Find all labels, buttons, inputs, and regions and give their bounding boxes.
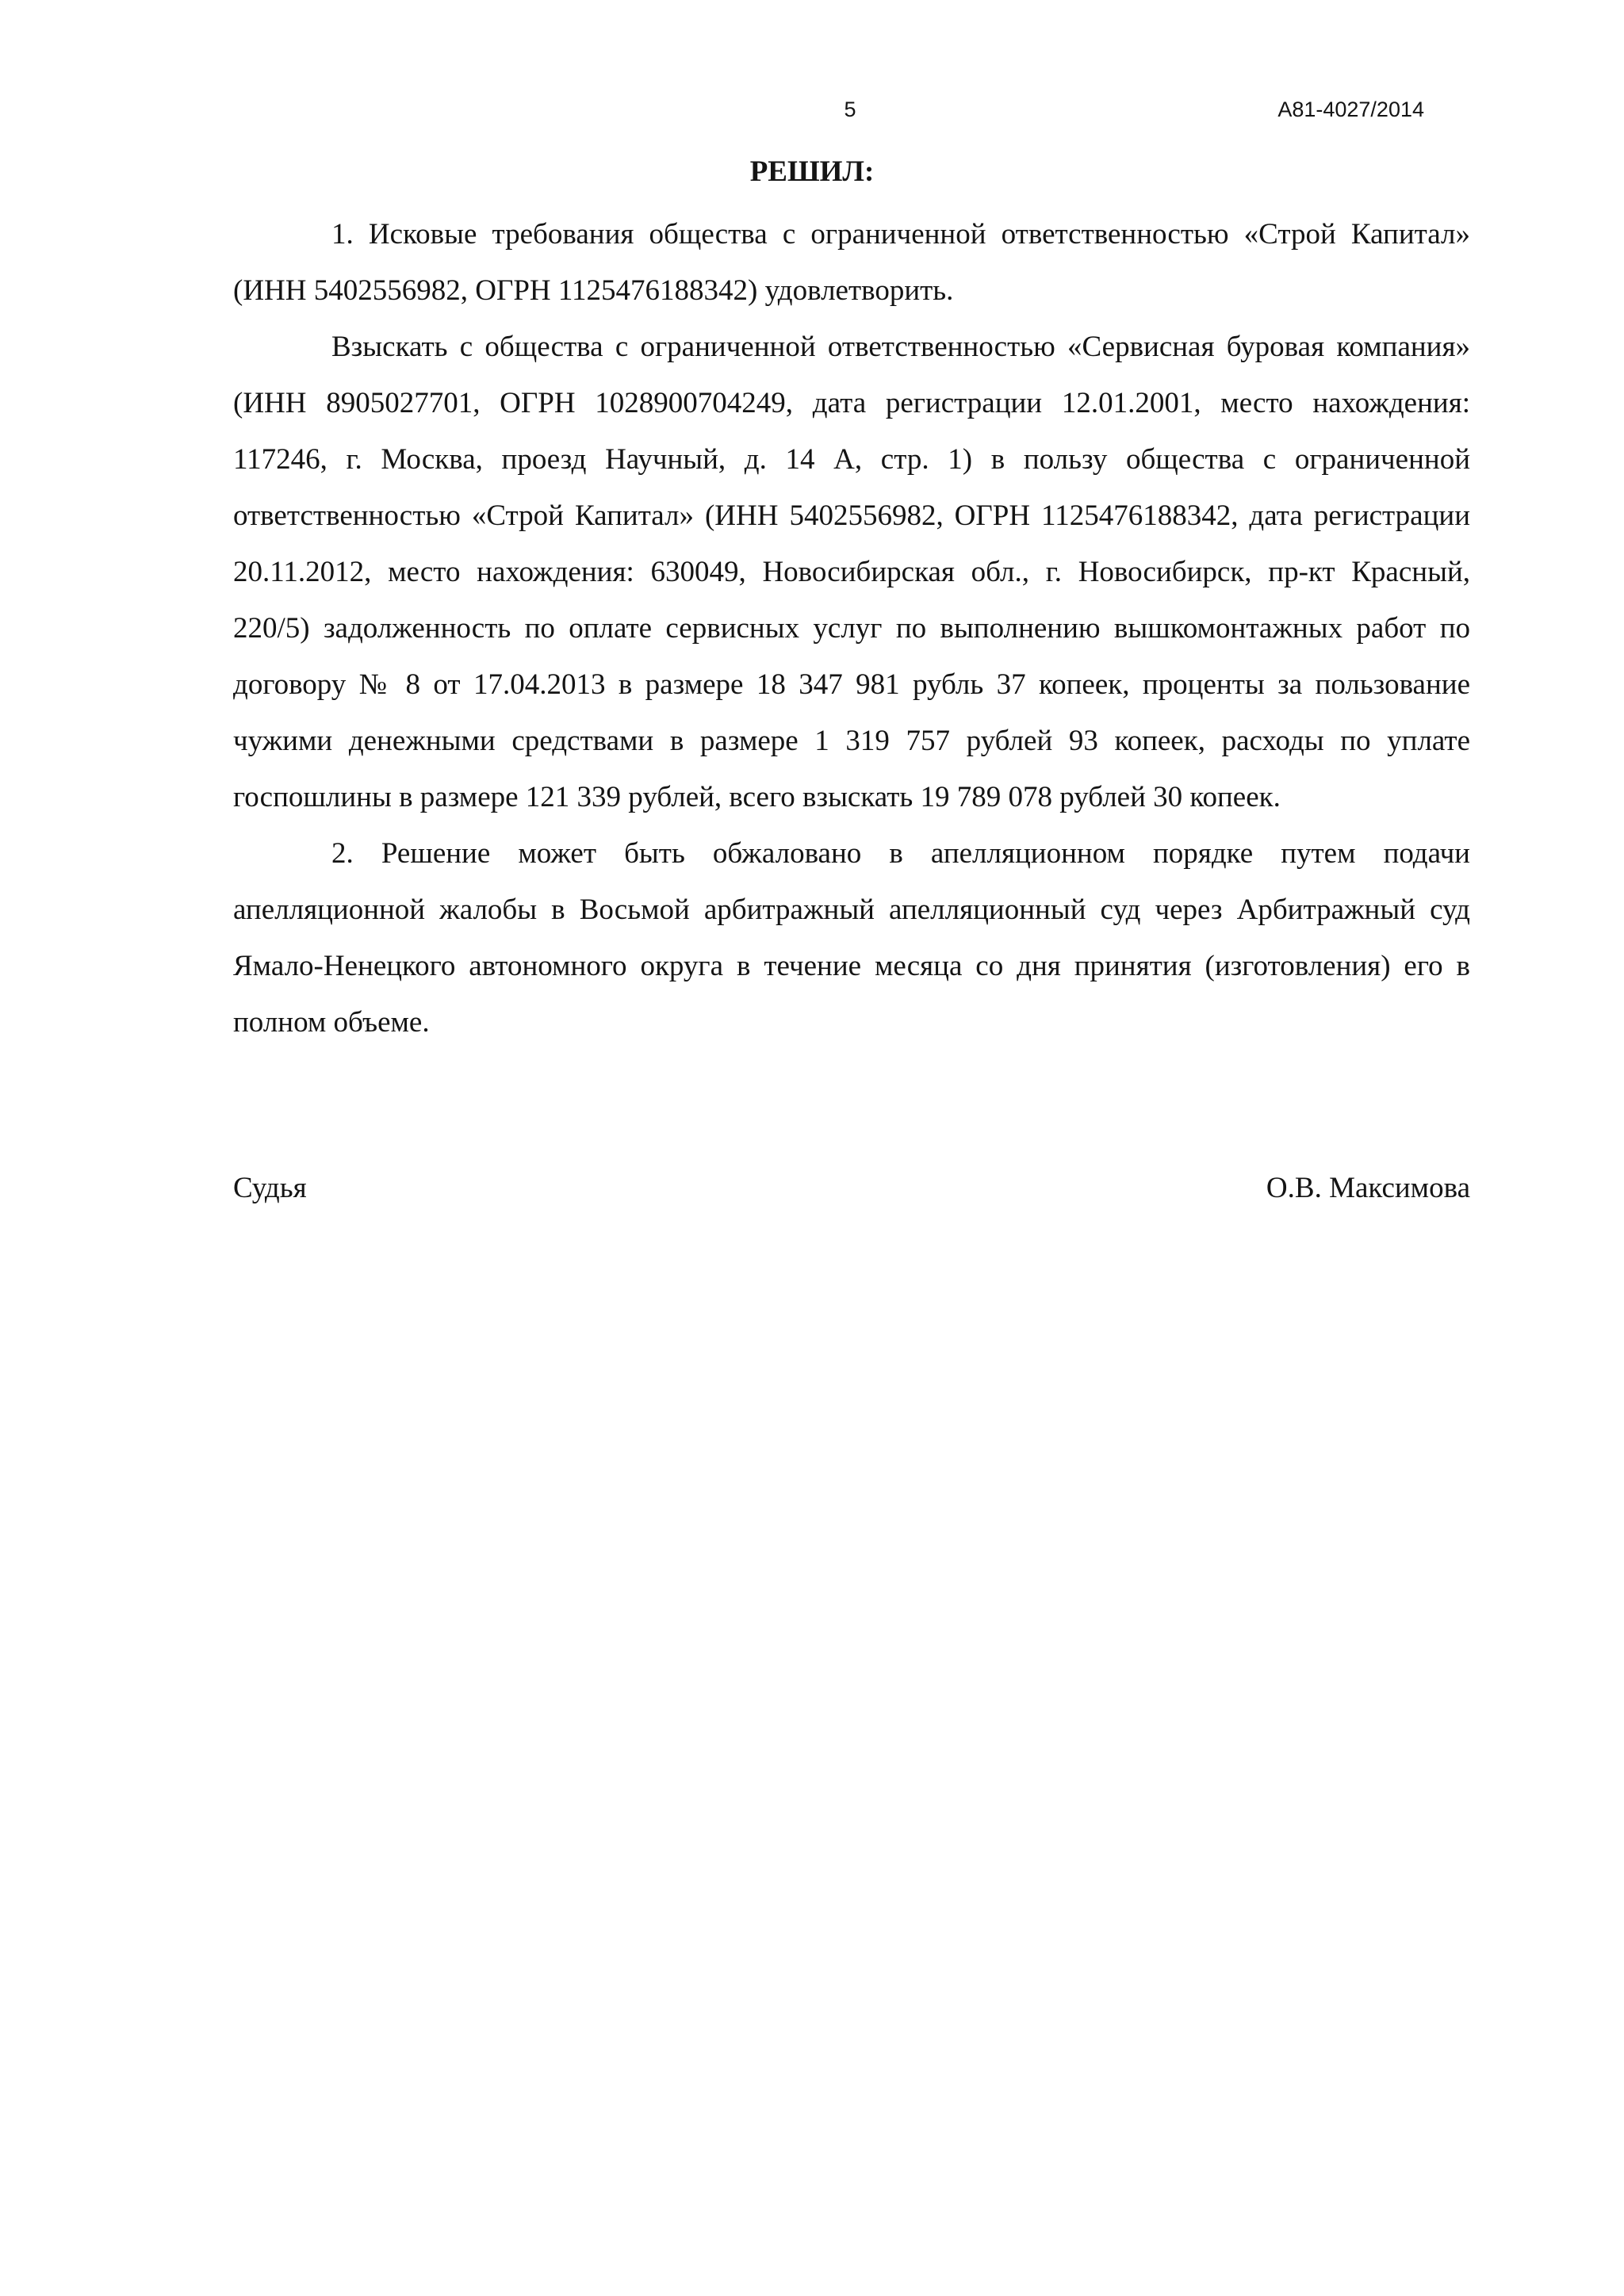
signature-block	[233, 1169, 1470, 1208]
case-number: А81-4027/2014	[1277, 98, 1424, 121]
signature-role: Судья	[233, 1172, 307, 1204]
decision-paragraph-recovery: Взыскать с общества с ограниченной ответственностью «Сервисная буровая компания» (ИНН 8905027701, ОГРН 1028900704249, дата регистрации 12.01.2001, место нахождения: 117246, г. Москва, проезд Научный, д. 14 А, стр. 1) в пользу общества с ограниченной ответственностью «Строй Капитал» (ИНН 5402556982, ОГРН 1125476188342, дата регистрации 20.11.2012, место нахождения: 630049, Новосибирская обл., г. Новосибирск, пр-кт Красный, 220/5) задолженность по оплате сервисных услуг по выполнению вышкомонтажных работ по договору № 8 от 17.04.2013 в размере 18 347 981 рубль 37 копеек, проценты за пользование чужими денежными средствами в размере 1 319 757 рублей 93 копеек, расходы по уплате госпошлины в размере 121 339 рублей, всего взыскать 19 789 078 рублей 30 копеек.	[233, 331, 1470, 813]
decision-paragraph-claims: 1. Исковые требования общества с ограниченной ответственностью «Строй Капитал» (ИНН 5402556982, ОГРН 1125476188342) удовлетворить.	[233, 218, 1470, 307]
page-number: 5	[844, 98, 856, 121]
decision-body	[233, 206, 1470, 1050]
decision-heading: РЕШИЛ:	[749, 155, 875, 188]
signature-name: О.В. Максимова	[1266, 1172, 1470, 1204]
decision-paragraph-appeal: 2. Решение может быть обжаловано в апелляционном порядке путем подачи апелляционной жалобы в Восьмой арбитражный апелляционный суд через Арбитражный суд Ямало-Ненецкого автономного округа в течение месяца со дня принятия (изготовления) его в полном объеме.	[233, 837, 1470, 1039]
